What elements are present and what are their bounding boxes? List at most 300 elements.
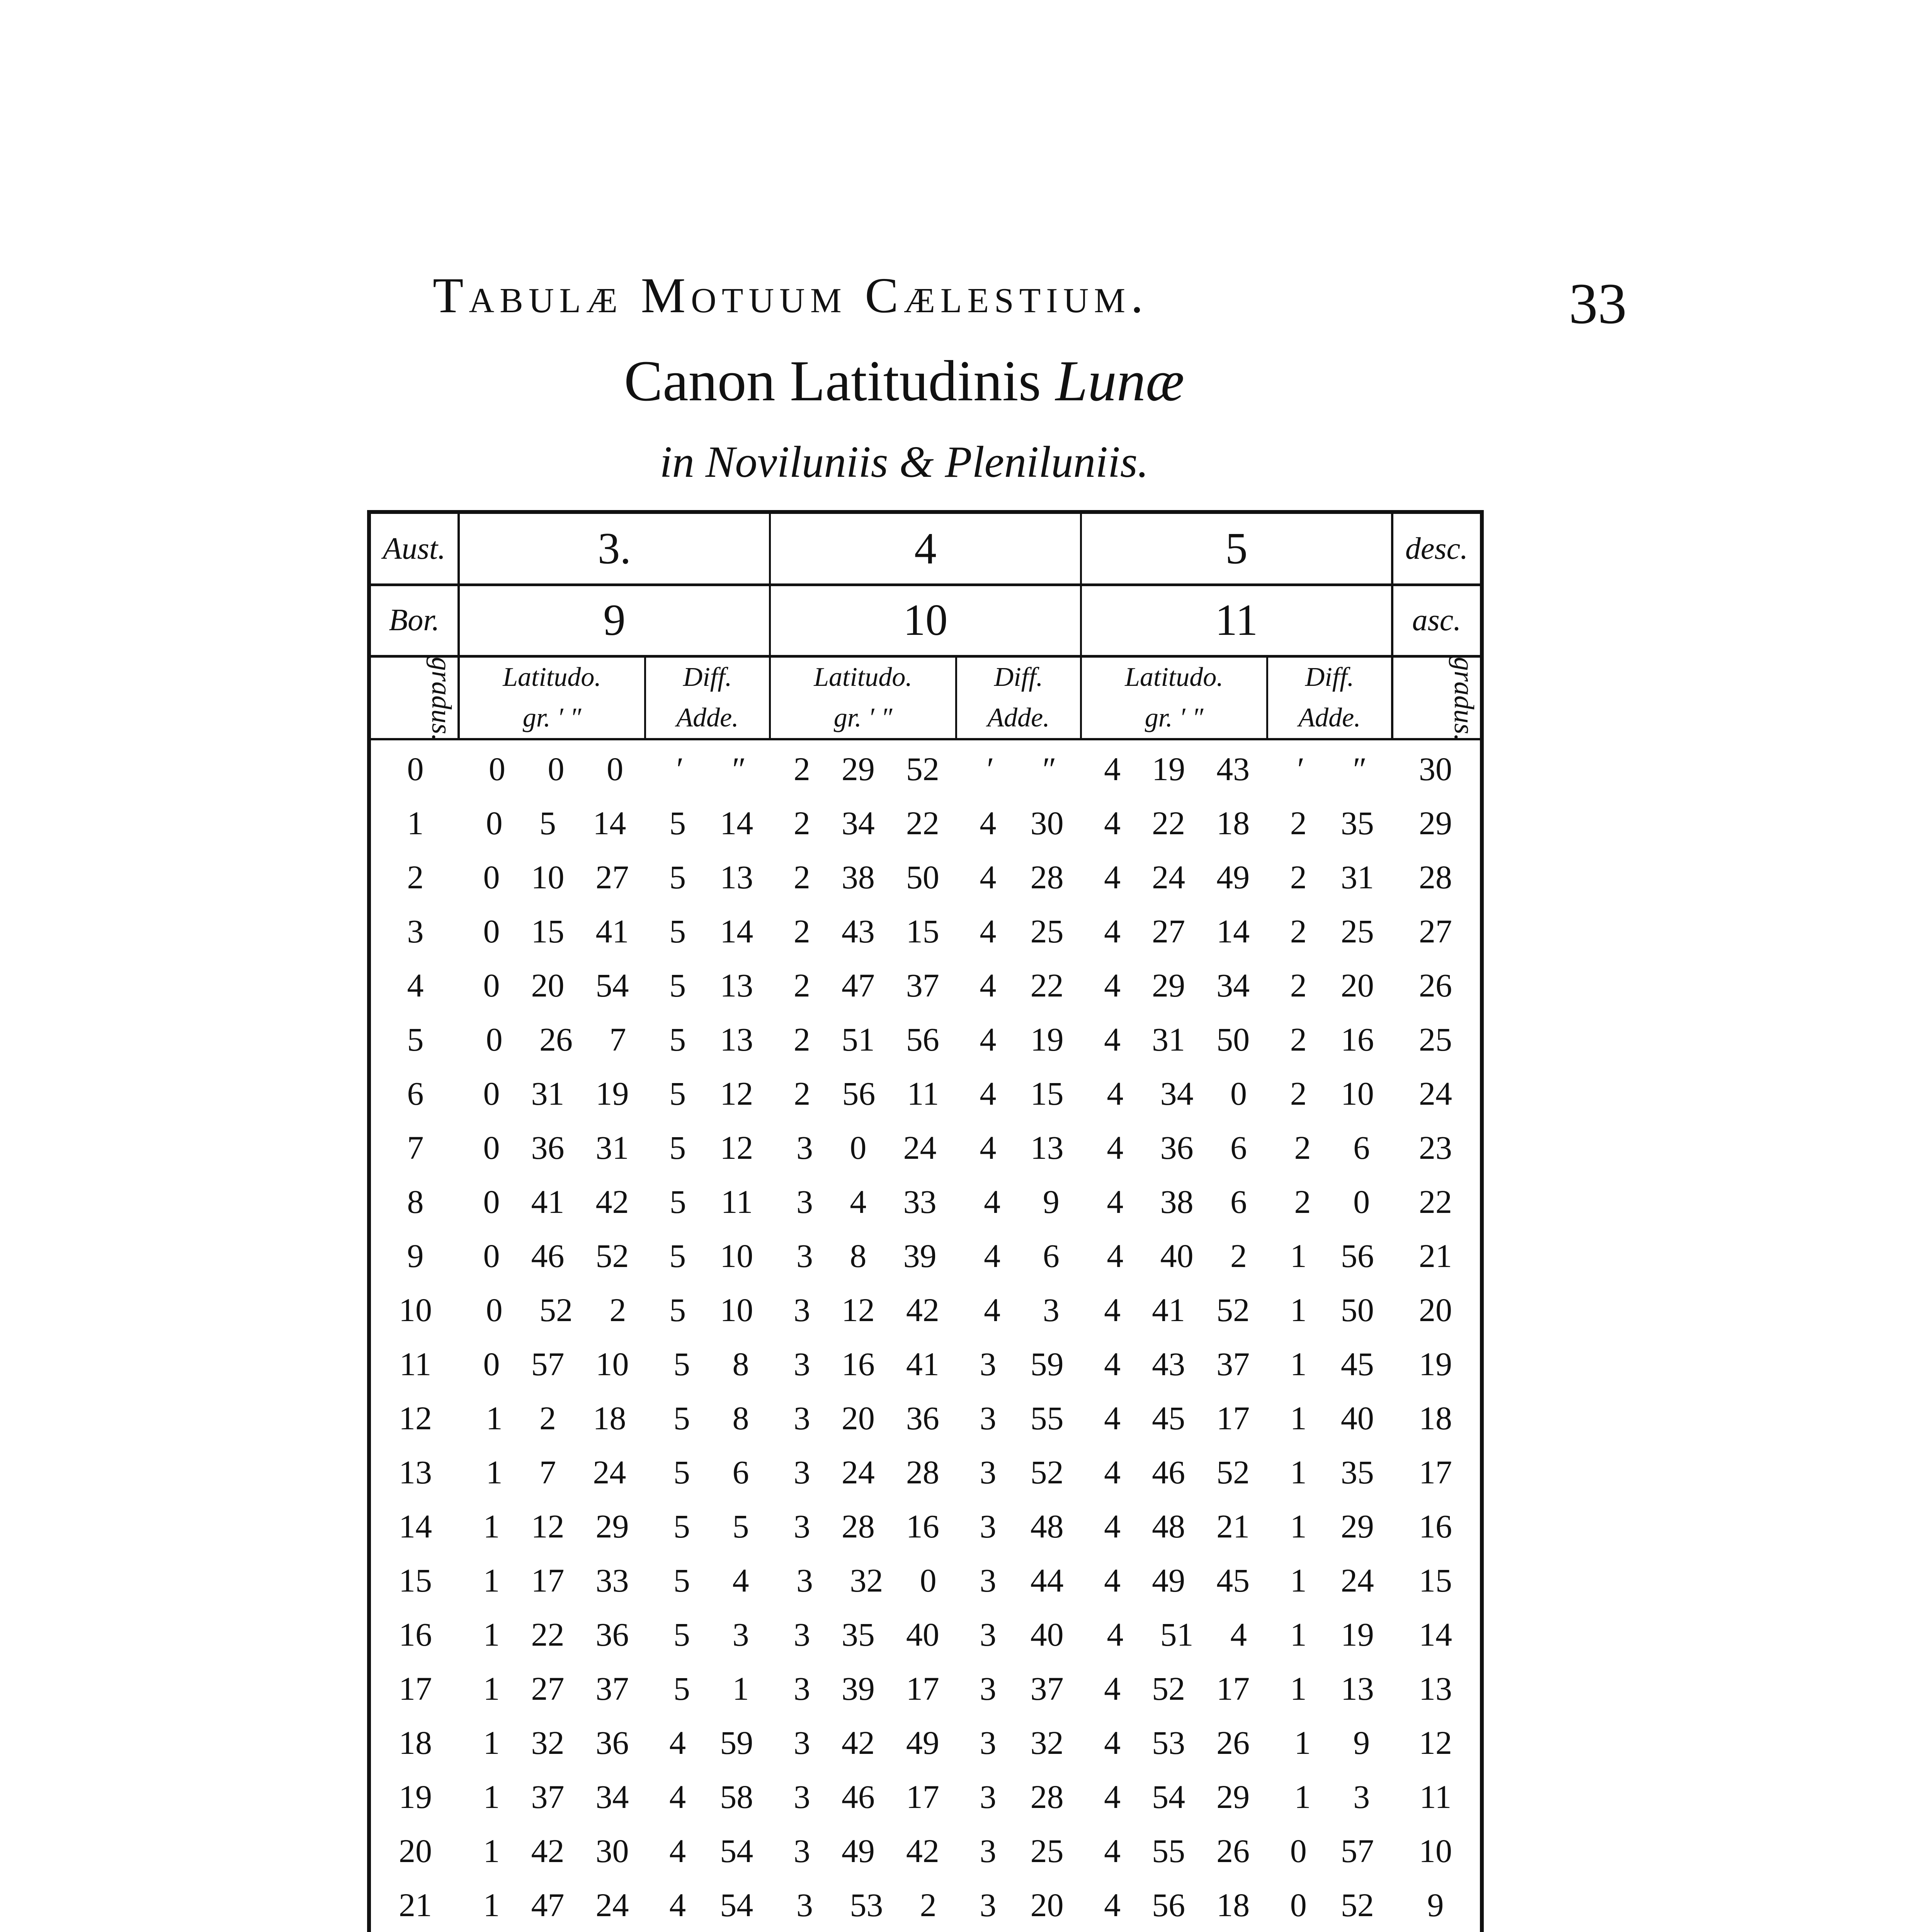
row-group [1081, 1507, 1391, 1546]
diff-value: 4 [980, 913, 997, 950]
latitudo-value: 2 [609, 1291, 626, 1328]
latitudo-cell [460, 1128, 652, 1167]
row-group [1081, 1182, 1391, 1221]
diff-value: 1 [1290, 1562, 1307, 1599]
gradus-cell-right: 20 [1418, 1291, 1452, 1328]
latitudo-value: 54 [1152, 1778, 1185, 1815]
row-group [770, 912, 1080, 951]
diff-value: 19 [1340, 1616, 1374, 1653]
latitudo-value: 41 [531, 1183, 565, 1220]
gradus-cell-right: 15 [1418, 1562, 1452, 1599]
row-group [1081, 1777, 1391, 1816]
row-group [460, 1669, 770, 1708]
latitudo-cell [770, 1291, 963, 1329]
latitudo-value: 3 [796, 1183, 813, 1220]
row-group [770, 1345, 1080, 1383]
latitudo-value: 31 [531, 1075, 565, 1112]
latitudo-value: 18 [1216, 804, 1250, 842]
diff-value: ′ [676, 750, 684, 787]
row-group [460, 1832, 770, 1870]
latitudo-value: 1 [486, 1400, 503, 1437]
latitudo-value: 12 [841, 1291, 875, 1328]
latitudo-value: 52 [539, 1291, 573, 1328]
diff-cell [963, 858, 1080, 896]
latitudo-value: 0 [483, 913, 500, 950]
latitudo-cell [460, 1453, 652, 1492]
latitudo-value: 38 [1160, 1183, 1194, 1220]
latitudo-value: 32 [531, 1724, 565, 1761]
latitudo-value: 56 [842, 1075, 876, 1112]
diff-value: 1 [1294, 1724, 1311, 1761]
latitudo-value: 48 [1152, 1508, 1185, 1545]
diff-value: ″ [1043, 750, 1056, 787]
latitudo-cell [770, 1561, 963, 1600]
latitudo-value: 29 [841, 750, 875, 787]
diff-value: 4 [980, 804, 997, 842]
latitudo-cell [1081, 1669, 1273, 1708]
latitudo-label: Latitudo. [503, 662, 601, 692]
row-group [460, 1399, 770, 1437]
diff-value: 1 [1290, 1508, 1307, 1545]
diff-cell [1273, 1399, 1391, 1437]
row-group [770, 966, 1080, 1005]
diff-cell [963, 912, 1080, 951]
latitudo-value: 4 [1104, 1670, 1121, 1707]
latitudo-cell [770, 1832, 963, 1870]
gradus-cell-right: 28 [1418, 859, 1452, 896]
gradus-cell-right: 18 [1418, 1400, 1452, 1437]
diff-cell [963, 804, 1080, 842]
diff-label: Diff. [994, 662, 1043, 692]
diff-cell [652, 858, 770, 896]
diff-cell [963, 1236, 1080, 1275]
latitudo-value: 29 [1216, 1778, 1250, 1815]
diff-value: 3 [980, 1616, 997, 1653]
table-row [371, 1066, 1480, 1121]
row-group [1081, 1561, 1391, 1600]
latitudo-cell [770, 1128, 963, 1167]
row-group [1081, 966, 1391, 1005]
latitudo-value: 1 [483, 1616, 500, 1653]
latitudo-value: 34 [841, 804, 875, 842]
latitudo-value: 14 [593, 804, 626, 842]
gradus-cell: 2 [407, 859, 424, 896]
latitudo-cell [770, 1074, 963, 1113]
gradus-cell: 14 [399, 1508, 432, 1545]
diff-value: 4 [669, 1886, 686, 1923]
column-group-1 [460, 657, 771, 738]
latitudo-value: 50 [906, 859, 939, 896]
table-row [371, 1824, 1480, 1878]
latitudo-value: 36 [1160, 1129, 1194, 1166]
latitudo-cell [460, 804, 652, 842]
diff-cell [963, 1507, 1080, 1546]
diff-value: 1 [1290, 1670, 1307, 1707]
diff-value: 5 [669, 859, 686, 896]
row-group [1081, 1453, 1391, 1492]
table-row [371, 1878, 1480, 1932]
latitudo-value: 28 [841, 1508, 875, 1545]
latitudo-value: 11 [907, 1075, 939, 1112]
latitudo-value: 32 [850, 1562, 883, 1599]
row-group [1081, 1723, 1391, 1762]
latitudo-cell [460, 1723, 652, 1762]
diff-value: 2 [1290, 859, 1307, 896]
latitudo-value: 49 [841, 1832, 875, 1869]
diff-value: 3 [980, 1508, 997, 1545]
diff-value: 59 [720, 1724, 753, 1761]
latitudo-value: 1 [483, 1886, 500, 1923]
latitudo-value: 3 [793, 1778, 810, 1815]
latitudo-value: 0 [486, 1021, 503, 1058]
diff-cell [963, 1345, 1080, 1383]
gradus-cell: 21 [399, 1886, 432, 1923]
row-group [1081, 750, 1391, 788]
latitudo-value: 28 [906, 1454, 939, 1491]
latitudo-value: 0 [607, 750, 624, 787]
gradus-cell: 17 [399, 1670, 432, 1707]
table-row [371, 1175, 1480, 1229]
diff-value: ″ [732, 750, 746, 787]
gradus-cell: 20 [399, 1832, 432, 1869]
latitudo-value: 24 [593, 1454, 626, 1491]
row-group [1081, 912, 1391, 951]
diff-value: 5 [673, 1454, 690, 1491]
diff-value: 4 [669, 1778, 686, 1815]
gradus-cell: 16 [399, 1616, 432, 1653]
latitudo-value: 4 [1104, 967, 1121, 1004]
diff-value: 54 [720, 1832, 753, 1869]
header-row-bor [371, 585, 1480, 658]
latitudo-value: 45 [1216, 1562, 1250, 1599]
diff-value: 10 [720, 1237, 753, 1274]
latitudo-value: 21 [1216, 1508, 1250, 1545]
diff-value: 5 [669, 804, 686, 842]
diff-value: 11 [721, 1183, 753, 1220]
diff-value: 6 [1353, 1129, 1370, 1166]
diff-value: 56 [1340, 1237, 1374, 1274]
latitudo-value: 4 [1104, 1724, 1121, 1761]
latitudo-value: 56 [1152, 1886, 1185, 1923]
latitudo-value: 8 [850, 1237, 867, 1274]
gradus-cell: 15 [399, 1562, 432, 1599]
diff-cell [652, 1832, 770, 1870]
table-row [371, 1662, 1480, 1716]
latitudo-value: 34 [1160, 1075, 1194, 1112]
diff-value: 3 [1353, 1778, 1370, 1815]
latitudo-cell [460, 1832, 652, 1870]
latitudo-cell [1081, 1507, 1273, 1546]
diff-cell [963, 1886, 1080, 1924]
diff-value: 1 [1290, 1345, 1307, 1383]
diff-value: 4 [669, 1832, 686, 1869]
diff-value: 13 [720, 967, 753, 1004]
row-group [770, 1291, 1080, 1329]
latitudo-value: 33 [595, 1562, 629, 1599]
diff-value: 3 [980, 1345, 997, 1383]
diff-value: 3 [980, 1454, 997, 1491]
latitudo-value: 39 [841, 1670, 875, 1707]
latitudo-value: 0 [483, 1183, 500, 1220]
diff-value: 5 [669, 1237, 686, 1274]
latitudo-value: 46 [841, 1778, 875, 1815]
latitudo-value: 3 [796, 1129, 813, 1166]
diff-value: 4 [980, 1129, 997, 1166]
table-row [371, 1012, 1480, 1066]
latitudo-value: 42 [841, 1724, 875, 1761]
row-group [460, 750, 770, 788]
row-group [460, 858, 770, 896]
latitudo-value: 4 [1104, 1832, 1121, 1869]
row-group [460, 804, 770, 842]
latitudo-value: 3 [796, 1886, 813, 1923]
latitudo-value: 51 [841, 1021, 875, 1058]
diff-value: 3 [732, 1616, 749, 1653]
latitudo-value: 1 [483, 1670, 500, 1707]
latitudo-value: 3 [793, 1345, 810, 1383]
gradus-cell-right: 25 [1418, 1021, 1452, 1058]
latitudo-value: 15 [906, 913, 939, 950]
latitudo-value: 20 [531, 967, 565, 1004]
units-label: gr. ′ ″ [833, 702, 893, 733]
latitudo-value: 18 [1216, 1886, 1250, 1923]
latitudo-cell [770, 750, 963, 788]
diff-cell [1273, 1507, 1391, 1546]
diff-value: 3 [980, 1832, 997, 1869]
diff-value: 5 [669, 1075, 686, 1112]
adde-label: Adde. [987, 702, 1050, 733]
latitudo-value: 6 [1230, 1129, 1247, 1166]
latitudo-value: 7 [609, 1021, 626, 1058]
latitudo-value: 3 [793, 1454, 810, 1491]
diff-value: 37 [1030, 1670, 1064, 1707]
latitudo-value: 19 [1152, 750, 1185, 787]
diff-value: 35 [1340, 804, 1374, 842]
diff-value: 55 [1030, 1400, 1064, 1437]
latitudo-cell [770, 1399, 963, 1437]
diff-cell [652, 1236, 770, 1275]
gradus-cell-right: 21 [1418, 1237, 1452, 1274]
diff-value: 3 [980, 1778, 997, 1815]
diff-value: 10 [720, 1291, 753, 1328]
latitudo-cell [1081, 804, 1273, 842]
latitudo-value: 0 [850, 1129, 867, 1166]
latitudo-value: 0 [920, 1562, 937, 1599]
gradus-cell: 18 [399, 1724, 432, 1761]
diff-value: 52 [1340, 1886, 1374, 1923]
latitudo-value: 37 [906, 967, 939, 1004]
latitudo-value: 1 [483, 1778, 500, 1815]
latitudo-value: 34 [595, 1778, 629, 1815]
diff-cell [652, 1128, 770, 1167]
table-row [371, 1283, 1480, 1337]
diff-value: 58 [720, 1778, 753, 1815]
gradus-label-left: gradus. [371, 657, 460, 738]
diff-value: 25 [1030, 1832, 1064, 1869]
diff-value: 24 [1340, 1562, 1374, 1599]
diff-value: 5 [669, 1291, 686, 1328]
diff-value: 4 [669, 1724, 686, 1761]
gradus-cell-right: 9 [1427, 1886, 1444, 1923]
diff-value: 4 [980, 967, 997, 1004]
diff-value: 5 [669, 1129, 686, 1166]
row-group [1081, 1886, 1391, 1924]
diff-value: 5 [669, 1183, 686, 1220]
diff-cell [652, 1453, 770, 1492]
diff-cell [1273, 1291, 1391, 1329]
row-group [770, 1615, 1080, 1654]
latitudo-cell [460, 1615, 652, 1654]
latitudo-value: 3 [793, 1508, 810, 1545]
diff-value: 48 [1030, 1508, 1064, 1545]
latitudo-value: 16 [841, 1345, 875, 1383]
diff-value: ′ [1297, 750, 1305, 787]
latitudo-value: 42 [906, 1291, 939, 1328]
table-row [371, 742, 1480, 796]
gradus-cell-right: 24 [1418, 1075, 1452, 1112]
latitudo-cell [770, 1345, 963, 1383]
latitudo-value: 51 [1160, 1616, 1194, 1653]
latitudo-value: 17 [1216, 1400, 1250, 1437]
diff-cell [1273, 804, 1391, 842]
row-group [770, 1020, 1080, 1059]
latitudo-cell [770, 1182, 963, 1221]
diff-value: 4 [980, 1021, 997, 1058]
latitudo-cell [770, 1669, 963, 1708]
page-title [0, 348, 1808, 414]
row-group [770, 750, 1080, 788]
table-row [371, 1337, 1480, 1391]
diff-value: 2 [1294, 1129, 1311, 1166]
latitudo-value: 4 [1104, 804, 1121, 842]
latitudo-value: 0 [548, 750, 565, 787]
latitudo-cell [460, 750, 652, 788]
diff-value: 13 [1030, 1129, 1064, 1166]
gradus-cell: 8 [407, 1183, 424, 1220]
latitudo-cell [1081, 1886, 1273, 1924]
row-group [770, 1128, 1080, 1167]
diff-cell [652, 1399, 770, 1437]
latitudo-value: 1 [486, 1454, 503, 1491]
diff-value: 14 [720, 804, 753, 842]
latitudo-value: 4 [1104, 1345, 1121, 1383]
diff-value: 3 [980, 1886, 997, 1923]
latitudo-value: 24 [1152, 859, 1185, 896]
latitudo-value: 1 [483, 1832, 500, 1869]
latitudo-value: 36 [595, 1616, 629, 1653]
diff-value: 0 [1290, 1886, 1307, 1923]
latitudo-value: 20 [841, 1400, 875, 1437]
latitudo-value: 22 [1152, 804, 1185, 842]
diff-cell [1273, 1777, 1391, 1816]
latitudo-value: 22 [531, 1616, 565, 1653]
latitudo-value: 36 [531, 1129, 565, 1166]
diff-cell [1273, 1236, 1391, 1275]
header-right-label: asc. [1391, 585, 1480, 655]
page-subtitle: in Noviluniis & Pleniluniis. [660, 437, 1149, 486]
gradus-cell: 5 [407, 1021, 424, 1058]
latitudo-value: 4 [1104, 859, 1121, 896]
latitudo-cell [460, 1561, 652, 1600]
table-row [371, 904, 1480, 958]
diff-value: 8 [732, 1400, 749, 1437]
gradus-cell-right: 27 [1418, 913, 1452, 950]
table-row [371, 1607, 1480, 1662]
diff-cell [652, 804, 770, 842]
row-group [770, 1669, 1080, 1708]
latitudo-value: 24 [595, 1886, 629, 1923]
latitudo-cell [770, 1615, 963, 1654]
row-group [770, 1182, 1080, 1221]
header-col-2: 10 [771, 585, 1082, 655]
latitudo-value: 2 [793, 967, 810, 1004]
diff-cell [963, 1723, 1080, 1762]
latitudo-value: 35 [841, 1616, 875, 1653]
latitudo-value: 27 [1152, 913, 1185, 950]
row-group [770, 1507, 1080, 1546]
latitudo-cell [1081, 1453, 1273, 1492]
latitudo-value: 4 [1104, 1562, 1121, 1599]
row-group [460, 1723, 770, 1762]
latitudo-value: 42 [531, 1832, 565, 1869]
latitudo-value: 38 [841, 859, 875, 896]
row-group [1081, 1615, 1391, 1654]
latitudo-value: 52 [1216, 1291, 1250, 1328]
diff-cell [652, 966, 770, 1005]
diff-value: 2 [1290, 1021, 1307, 1058]
header-col-2: 4 [771, 514, 1082, 583]
latitudo-value: 4 [1104, 913, 1121, 950]
latitudo-value: 49 [906, 1724, 939, 1761]
row-group [1081, 1669, 1391, 1708]
latitudo-value: 40 [1160, 1237, 1194, 1274]
latitudo-value: 3 [793, 1724, 810, 1761]
diff-cell [652, 1345, 770, 1383]
diff-value: 9 [1043, 1183, 1060, 1220]
diff-cell [963, 1561, 1080, 1600]
diff-cell [963, 1128, 1080, 1167]
row-group [770, 858, 1080, 896]
latitudo-value: 27 [595, 859, 629, 896]
latitudo-value: 4 [1104, 1400, 1121, 1437]
row-group [460, 1561, 770, 1600]
diff-value: ′ [987, 750, 994, 787]
diff-value: 1 [1290, 1400, 1307, 1437]
gradus-cell-right: 29 [1418, 804, 1452, 842]
diff-value: 13 [1340, 1670, 1374, 1707]
latitudo-value: 29 [595, 1508, 629, 1545]
row-group [460, 1453, 770, 1492]
latitudo-value: 17 [531, 1562, 565, 1599]
latitudo-value: 31 [595, 1129, 629, 1166]
diff-value: 4 [984, 1291, 1001, 1328]
gradus-cell: 11 [399, 1345, 432, 1383]
gradus-cell: 19 [399, 1778, 432, 1815]
gradus-cell-right: 26 [1418, 967, 1452, 1004]
diff-cell [1273, 966, 1391, 1005]
header-left-label: Aust. [371, 514, 460, 583]
page-number: 33 [1569, 272, 1627, 336]
table-row [371, 1229, 1480, 1283]
diff-cell [652, 750, 770, 788]
gradus-cell-right: 30 [1418, 750, 1452, 787]
diff-value: 8 [732, 1345, 749, 1383]
latitudo-cell [1081, 1182, 1273, 1221]
latitudo-cell [1081, 858, 1273, 896]
diff-value: 5 [669, 967, 686, 1004]
latitudo-value: 14 [1216, 913, 1250, 950]
diff-value: 1 [1290, 1616, 1307, 1653]
